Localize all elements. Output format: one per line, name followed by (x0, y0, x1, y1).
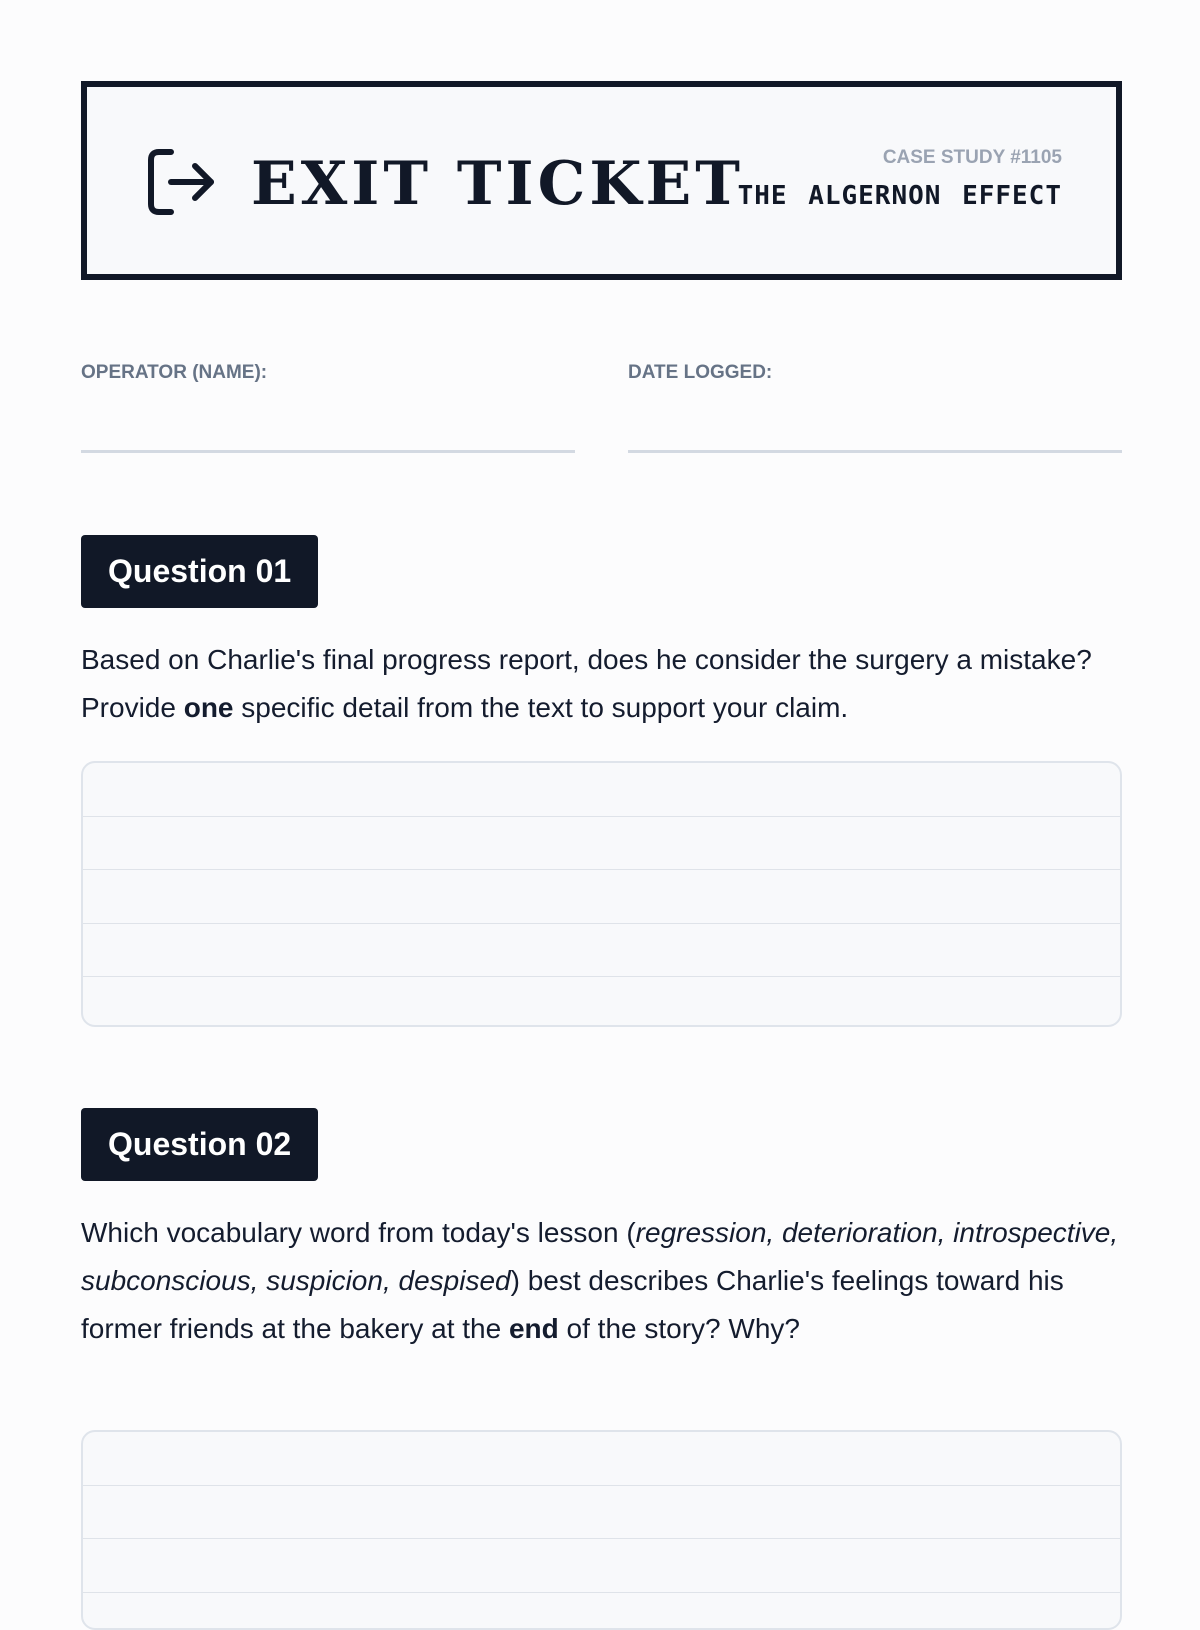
question-01-text: Based on Charlie's final progress report, does he consider the surgery a mistake? Provide one specific detail from the text to support your claim. (81, 644, 1092, 723)
question-02-badge: Question 02 (81, 1108, 318, 1181)
answer-rule (83, 976, 1120, 977)
answer-rule (83, 816, 1120, 817)
page-title: EXIT TICKET (251, 149, 744, 219)
answer-rule (83, 1592, 1120, 1593)
operator-name-field[interactable] (81, 450, 575, 453)
page-subtitle: THE ALGERNON EFFECT (737, 181, 1062, 211)
answer-rule (83, 1485, 1120, 1486)
answer-rule (83, 923, 1120, 924)
header-banner (81, 81, 1122, 280)
answer-rule (83, 1538, 1120, 1539)
question-02-answer-box[interactable] (81, 1430, 1122, 1630)
answer-rule (83, 869, 1120, 870)
date-logged-label: DATE LOGGED: (628, 362, 773, 383)
date-logged-field[interactable] (628, 450, 1122, 453)
operator-name-label: OPERATOR (NAME): (81, 362, 268, 383)
question-01-badge: Question 01 (81, 535, 318, 608)
question-02-text: Which vocabulary word from today's lesson (regression, deterioration, introspective, subconscious, suspicion, despised) best describes Charlie's feelings toward his former friends at the bakery at the end of the story? Why? (81, 1217, 1119, 1344)
question-01-answer-box[interactable] (81, 761, 1122, 1027)
exit-icon (145, 146, 217, 218)
case-study-number: CASE STUDY #1105 (882, 147, 1062, 168)
